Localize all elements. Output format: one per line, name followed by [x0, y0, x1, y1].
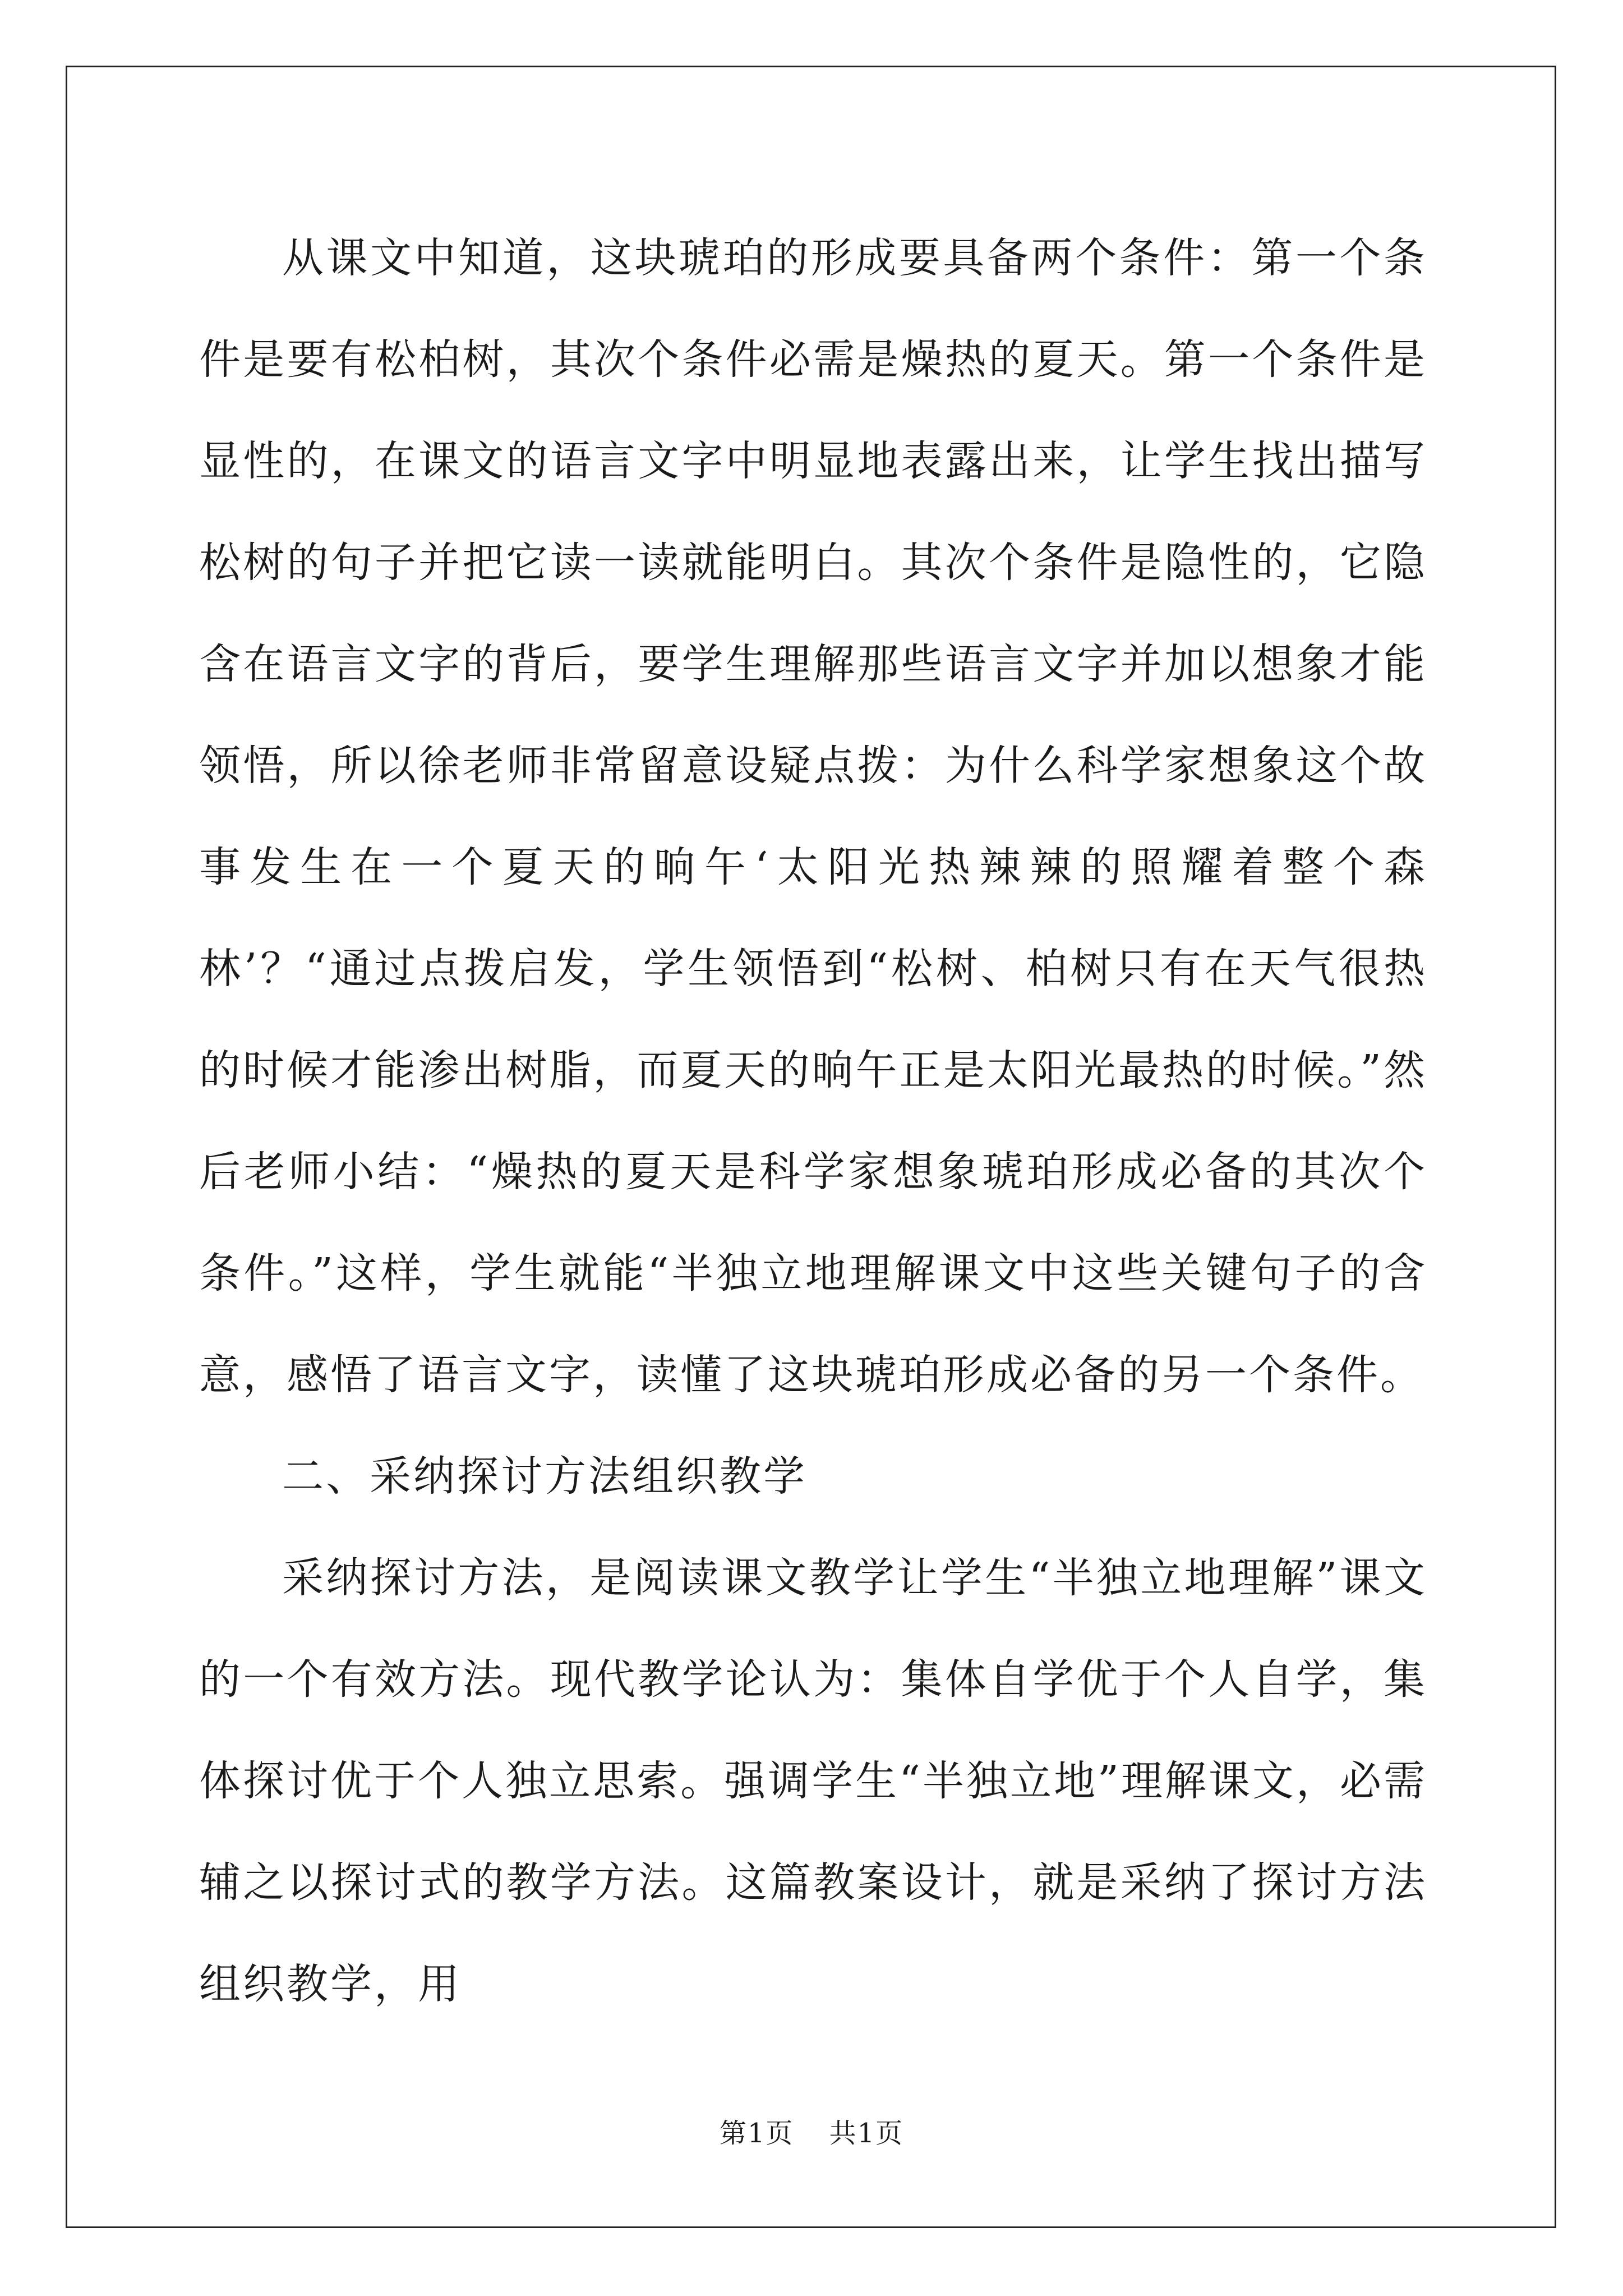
section-heading-discussion-method: 二、采纳探讨方法组织教学: [282, 1452, 807, 1501]
page-footer: [0, 2116, 1623, 2150]
paragraph-amber-conditions: 从课文中知道，这块琥珀的形成要具备两个条件：第一个条件是要有松柏树，其次个条件必需是燥热的夏天。第一个条件是显性的，在课文的语言文字中明显地表露出来，让学生找出描写松树的句子并把它读一读就能明白。其次个条件是隐性的，它隐含在语言文字的背后，要学生理解那些语言文字并加以想象才能领悟，所以徐老师非常留意设疑点拨：为什么科学家想象这个故事发生在一个夏天的晌午‘太阳光热辣辣的照耀着整个森林’？“通过点拨启发，学生领悟到“松树、柏树只有在天气很热的时候才能渗出树脂，而夏天的晌午正是太阳光最热的时候。”然后老师小结：“燥热的夏天是科学家想象琥珀形成必备的其次个条件。”这样，学生就能“半独立地理解课文中这些关键句子的含意，感悟了语言文字，读懂了这块琥珀形成必备的另一个条件。: [199, 234, 1427, 1399]
page-number: 第1页: [719, 2118, 794, 2149]
paragraph-discussion-method: 采纳探讨方法，是阅读课文教学让学生“半独立地理解”课文的一个有效方法。现代教学论认为：集体自学优于个人自学，集体探讨优于个人独立思索。强调学生“半独立地”理解课文，必需辅之以探讨式的教学方法。这篇教案设计，就是采纳了探讨方法组织教学，用: [199, 1554, 1427, 2008]
page-total: 共1页: [829, 2118, 904, 2149]
document-body: [199, 208, 1427, 2035]
